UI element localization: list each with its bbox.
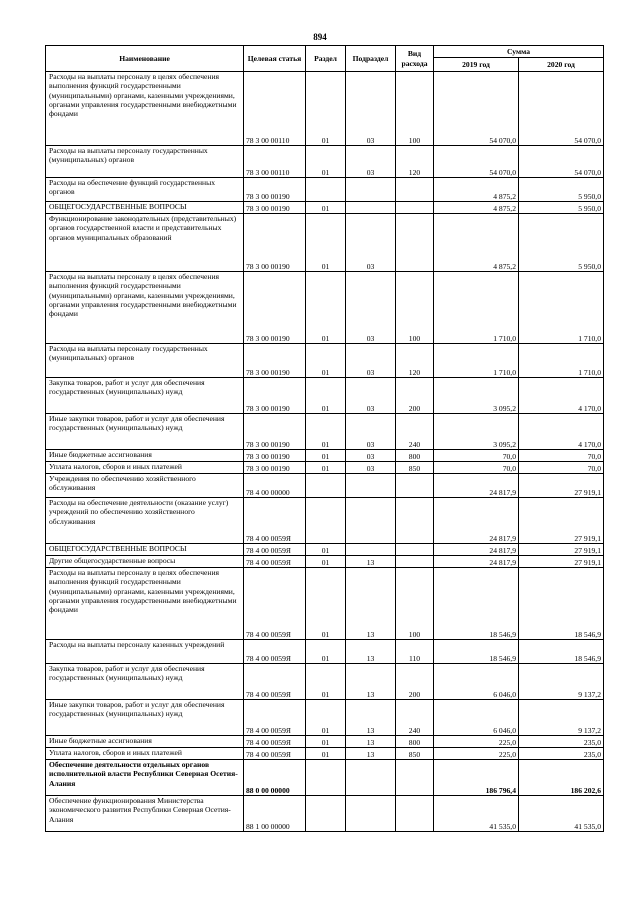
cell-2020: 5 950,0 [519, 178, 604, 202]
cell-expense-type: 800 [396, 736, 434, 748]
table-row [46, 450, 604, 462]
cell-name: Расходы на выплаты персоналу государственных (муниципальных) органов [46, 146, 244, 178]
cell-name: Расходы на выплаты персоналу в целях обеспечения выполнения функций государственными (муниципальными) органами, казенными учреждениями, органами управления государственными внебюджетными фондами [46, 72, 244, 146]
cell-target: 78 3 00 00190 [244, 214, 306, 272]
table-row [46, 378, 604, 414]
cell-section: 01 [306, 146, 346, 178]
cell-2019: 225,0 [434, 748, 519, 760]
cell-subsection [346, 796, 396, 832]
cell-expense-type [396, 556, 434, 568]
cell-2019: 24 817,9 [434, 556, 519, 568]
table-row [46, 146, 604, 178]
cell-subsection: 13 [346, 664, 396, 700]
cell-2019: 24 817,9 [434, 498, 519, 544]
cell-target: 78 3 00 00190 [244, 202, 306, 214]
cell-2020: 27 919,1 [519, 498, 604, 544]
table-row [46, 544, 604, 556]
cell-target: 78 3 00 00190 [244, 178, 306, 202]
cell-target: 78 4 00 0059Я [244, 700, 306, 736]
cell-target: 78 3 00 00110 [244, 146, 306, 178]
cell-subsection: 03 [346, 146, 396, 178]
cell-name: Другие общегосударственные вопросы [46, 556, 244, 568]
cell-section [306, 178, 346, 202]
cell-name: Закупка товаров, работ и услуг для обеспечения государственных (муниципальных) нужд [46, 378, 244, 414]
cell-2019: 4 875,2 [434, 178, 519, 202]
cell-target: 78 3 00 00110 [244, 72, 306, 146]
table-row [46, 462, 604, 474]
cell-name: Уплата налогов, сборов и иных платежей [46, 748, 244, 760]
cell-section [306, 474, 346, 498]
table-row [46, 202, 604, 214]
cell-2019: 70,0 [434, 450, 519, 462]
cell-2020: 235,0 [519, 736, 604, 748]
table-row [46, 272, 604, 344]
cell-expense-type: 100 [396, 568, 434, 640]
cell-2020: 54 070,0 [519, 72, 604, 146]
cell-section: 01 [306, 664, 346, 700]
cell-section: 01 [306, 556, 346, 568]
cell-2019: 54 070,0 [434, 72, 519, 146]
header-target: Целевая статья [244, 46, 306, 72]
cell-name: Учреждения по обеспечению хозяйственного обслуживания [46, 474, 244, 498]
table-row [46, 640, 604, 664]
cell-target: 78 3 00 00190 [244, 450, 306, 462]
cell-section: 01 [306, 700, 346, 736]
cell-subsection: 03 [346, 462, 396, 474]
cell-2019: 3 095,2 [434, 378, 519, 414]
table-row [46, 760, 604, 796]
page-number: 894 [313, 32, 327, 42]
cell-subsection [346, 178, 396, 202]
table-row [46, 700, 604, 736]
budget-table [45, 45, 604, 832]
table-body [46, 72, 604, 832]
cell-name: Расходы на обеспечение деятельности (оказание услуг) учреждений по обеспечению хозяйственного обслуживания [46, 498, 244, 544]
cell-expense-type [396, 214, 434, 272]
cell-target: 78 4 00 00000 [244, 474, 306, 498]
cell-subsection: 03 [346, 214, 396, 272]
cell-expense-type [396, 498, 434, 544]
table-row [46, 568, 604, 640]
cell-2019: 24 817,9 [434, 544, 519, 556]
cell-subsection: 03 [346, 414, 396, 450]
cell-expense-type [396, 796, 434, 832]
cell-expense-type: 800 [396, 450, 434, 462]
cell-expense-type [396, 202, 434, 214]
cell-target: 78 3 00 00190 [244, 272, 306, 344]
cell-target: 78 4 00 0059Я [244, 748, 306, 760]
cell-target: 88 0 00 00000 [244, 760, 306, 796]
cell-section: 01 [306, 202, 346, 214]
cell-target: 78 3 00 00190 [244, 414, 306, 450]
cell-name: Расходы на обеспечение функций государственных органов [46, 178, 244, 202]
cell-subsection: 13 [346, 700, 396, 736]
cell-section: 01 [306, 72, 346, 146]
cell-expense-type: 850 [396, 462, 434, 474]
table-row [46, 414, 604, 450]
cell-name: Иные бюджетные ассигнования [46, 736, 244, 748]
cell-name: Функционирование законодательных (представительных) органов государственной власти и представительных органов муниципальных образований [46, 214, 244, 272]
cell-expense-type: 200 [396, 664, 434, 700]
cell-subsection [346, 202, 396, 214]
cell-section [306, 796, 346, 832]
cell-name: ОБЩЕГОСУДАРСТВЕННЫЕ ВОПРОСЫ [46, 202, 244, 214]
cell-2020: 9 137,2 [519, 664, 604, 700]
cell-name: Закупка товаров, работ и услуг для обеспечения государственных (муниципальных) нужд [46, 664, 244, 700]
cell-expense-type: 100 [396, 272, 434, 344]
header-subsection: Подраздел [346, 46, 396, 72]
cell-target: 78 3 00 00190 [244, 378, 306, 414]
cell-subsection: 13 [346, 748, 396, 760]
cell-subsection: 03 [346, 272, 396, 344]
cell-2019: 4 875,2 [434, 214, 519, 272]
cell-subsection: 03 [346, 378, 396, 414]
cell-2020: 186 202,6 [519, 760, 604, 796]
cell-2019: 24 817,9 [434, 474, 519, 498]
cell-2020: 5 950,0 [519, 202, 604, 214]
cell-2020: 4 170,0 [519, 378, 604, 414]
cell-expense-type: 240 [396, 414, 434, 450]
cell-target: 88 1 00 00000 [244, 796, 306, 832]
cell-2019: 18 546,9 [434, 568, 519, 640]
cell-section [306, 498, 346, 544]
cell-subsection: 13 [346, 640, 396, 664]
cell-expense-type: 240 [396, 700, 434, 736]
cell-section: 01 [306, 568, 346, 640]
cell-subsection [346, 498, 396, 544]
table-row [46, 178, 604, 202]
table-row [46, 664, 604, 700]
cell-section: 01 [306, 544, 346, 556]
cell-2020: 18 546,9 [519, 640, 604, 664]
cell-2019: 186 796,4 [434, 760, 519, 796]
cell-name: Уплата налогов, сборов и иных платежей [46, 462, 244, 474]
cell-section [306, 760, 346, 796]
cell-name: Расходы на выплаты персоналу в целях обеспечения выполнения функций государственными (муниципальными) органами, казенными учреждениями, органами управления государственными внебюджетными фондами [46, 568, 244, 640]
cell-name: Обеспечение деятельности отдельных органов исполнительной власти Республики Северная Осетия-Алания [46, 760, 244, 796]
table-row [46, 736, 604, 748]
cell-2019: 3 095,2 [434, 414, 519, 450]
cell-2019: 6 046,0 [434, 664, 519, 700]
cell-section: 01 [306, 748, 346, 760]
cell-expense-type: 100 [396, 72, 434, 146]
cell-2019: 54 070,0 [434, 146, 519, 178]
cell-section: 01 [306, 214, 346, 272]
cell-expense-type: 120 [396, 344, 434, 378]
cell-target: 78 3 00 00190 [244, 344, 306, 378]
cell-2019: 4 875,2 [434, 202, 519, 214]
cell-2020: 18 546,9 [519, 568, 604, 640]
header-sum: Сумма [434, 46, 604, 58]
cell-name: Иные закупки товаров, работ и услуг для обеспечения государственных (муниципальных) нужд [46, 700, 244, 736]
cell-name: Обеспечение функционирования Министерства экономического развития Республики Северная Осетия-Алания [46, 796, 244, 832]
cell-name: Расходы на выплаты персоналу казенных учреждений [46, 640, 244, 664]
cell-name: Иные бюджетные ассигнования [46, 450, 244, 462]
table-row [46, 498, 604, 544]
cell-section: 01 [306, 378, 346, 414]
cell-2020: 1 710,0 [519, 344, 604, 378]
cell-expense-type [396, 760, 434, 796]
cell-2020: 1 710,0 [519, 272, 604, 344]
cell-2019: 1 710,0 [434, 272, 519, 344]
cell-2020: 70,0 [519, 462, 604, 474]
cell-expense-type [396, 178, 434, 202]
cell-2019: 70,0 [434, 462, 519, 474]
cell-2019: 6 046,0 [434, 700, 519, 736]
cell-2019: 1 710,0 [434, 344, 519, 378]
cell-name: Иные закупки товаров, работ и услуг для обеспечения государственных (муниципальных) нужд [46, 414, 244, 450]
cell-subsection [346, 544, 396, 556]
cell-target: 78 4 00 0059Я [244, 568, 306, 640]
cell-expense-type [396, 544, 434, 556]
cell-name: Расходы на выплаты персоналу государственных (муниципальных) органов [46, 344, 244, 378]
cell-expense-type: 850 [396, 748, 434, 760]
cell-section: 01 [306, 640, 346, 664]
cell-2019: 18 546,9 [434, 640, 519, 664]
cell-target: 78 4 00 0059Я [244, 664, 306, 700]
cell-target: 78 4 00 0059Я [244, 736, 306, 748]
header-2019: 2019 год [434, 58, 519, 72]
header-2020: 2020 год [519, 58, 604, 72]
cell-name: ОБЩЕГОСУДАРСТВЕННЫЕ ВОПРОСЫ [46, 544, 244, 556]
cell-2019: 225,0 [434, 736, 519, 748]
cell-2020: 235,0 [519, 748, 604, 760]
table-row [46, 344, 604, 378]
cell-2019: 41 535,0 [434, 796, 519, 832]
cell-expense-type: 200 [396, 378, 434, 414]
cell-subsection: 13 [346, 556, 396, 568]
cell-expense-type: 110 [396, 640, 434, 664]
cell-target: 78 3 00 00190 [244, 462, 306, 474]
cell-subsection: 03 [346, 72, 396, 146]
cell-subsection: 13 [346, 736, 396, 748]
header-name: Наименование [46, 46, 244, 72]
cell-section: 01 [306, 450, 346, 462]
cell-section: 01 [306, 462, 346, 474]
cell-target: 78 4 00 0059Я [244, 498, 306, 544]
table-row [46, 474, 604, 498]
cell-target: 78 4 00 0059Я [244, 544, 306, 556]
cell-section: 01 [306, 272, 346, 344]
cell-subsection [346, 760, 396, 796]
cell-2020: 70,0 [519, 450, 604, 462]
cell-target: 78 4 00 0059Я [244, 640, 306, 664]
cell-2020: 27 919,1 [519, 474, 604, 498]
cell-subsection: 03 [346, 344, 396, 378]
table-row [46, 214, 604, 272]
cell-2020: 9 137,2 [519, 700, 604, 736]
cell-2020: 54 070,0 [519, 146, 604, 178]
cell-expense-type [396, 474, 434, 498]
cell-section: 01 [306, 736, 346, 748]
table-row [46, 748, 604, 760]
cell-2020: 27 919,1 [519, 556, 604, 568]
cell-subsection: 03 [346, 450, 396, 462]
header-section: Раздел [306, 46, 346, 72]
cell-target: 78 4 00 0059Я [244, 556, 306, 568]
cell-section: 01 [306, 414, 346, 450]
header-expense-type: Вид расхода [396, 46, 434, 72]
cell-2020: 41 535,0 [519, 796, 604, 832]
cell-name: Расходы на выплаты персоналу в целях обеспечения выполнения функций государственными (муниципальными) органами, казенными учреждениями, органами управления государственными внебюджетными фондами [46, 272, 244, 344]
cell-2020: 5 950,0 [519, 214, 604, 272]
cell-2020: 4 170,0 [519, 414, 604, 450]
table-row [46, 556, 604, 568]
cell-section: 01 [306, 344, 346, 378]
cell-2020: 27 919,1 [519, 544, 604, 556]
table-row [46, 72, 604, 146]
cell-subsection: 13 [346, 568, 396, 640]
table-row [46, 796, 604, 832]
cell-expense-type: 120 [396, 146, 434, 178]
cell-subsection [346, 474, 396, 498]
